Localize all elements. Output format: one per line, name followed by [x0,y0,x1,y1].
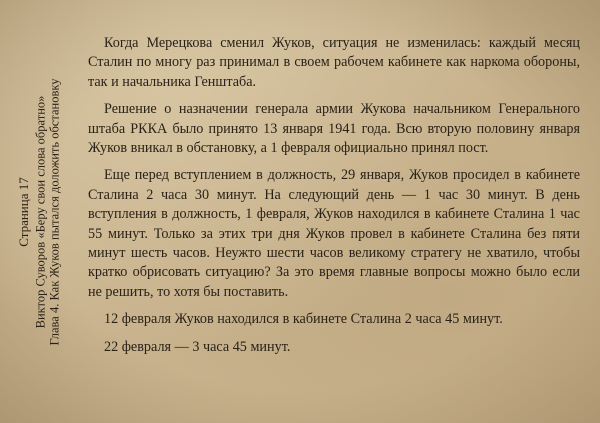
book-title: Виктор Суворов «Беру свои слова обратно» [33,95,47,328]
paragraph-5: 22 февраля — 3 часа 45 минут. [104,338,291,355]
body-text [88,34,580,365]
paragraph-1: Когда Мерецкова сменил Жуков, ситуация не изменилась: каждый месяц Сталин по многу раз принимал в своем рабочем кабинете как наркома обороны, так и начальника Генштаба. [88,35,580,90]
paragraph-4: 12 февраля Жуков находился в кабинете Сталина 2 часа 45 минут. [104,311,503,328]
paragraph-3: Еще перед вступлением в должность, 29 января, Жуков просидел в кабинете Сталина 2 часа 30 минут. На следующий день — 1 час 30 минут. В день вступления в должность, 1 февраля, Жуков находился в кабинете Сталина 1 час 55 минут. Только за этих три дня Жуков провел в кабинете Сталина без пяти минут шесть часов. Неужто шести часов великому стратегу не хватило, чтобы кратко обрисовать ситуацию? За это время главные вопросы можно было если не решить, то хотя бы поставить. [88,167,580,300]
paragraph-2: Решение о назначении генерала армии Жукова начальником Генерального штаба РККА было принято 13 января 1941 года. Всю вторую половину января Жуков вникал в обстановку, а 1 февраля официально принял пост. [88,101,580,157]
page-number: Страница 17 [16,176,32,247]
chapter-title: Глава 4. Как Жуков пытался доложить обстановку [48,77,62,346]
chapter-title-margin [45,0,65,423]
